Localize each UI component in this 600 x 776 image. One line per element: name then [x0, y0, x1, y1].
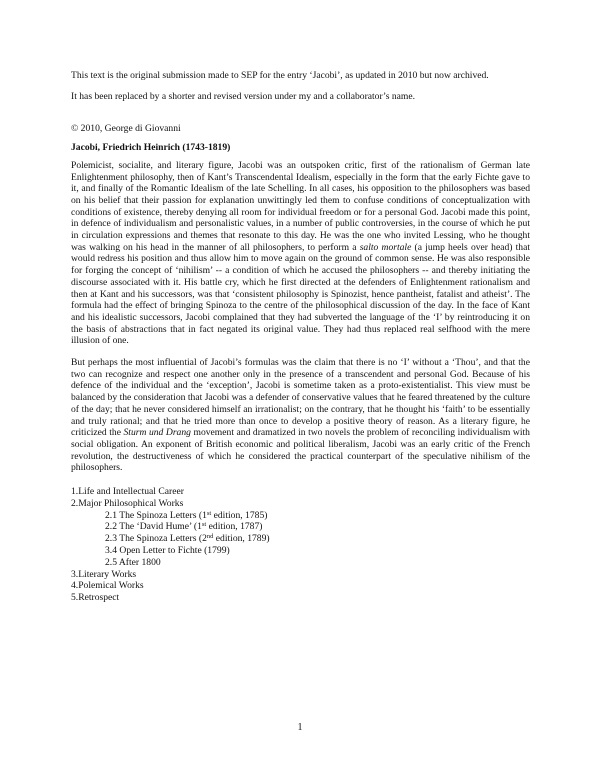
- toc-subitem: [71, 521, 530, 533]
- toc-subitem-text: 2.2 The ‘David Hume’ (1: [105, 521, 202, 533]
- page-number: 1: [297, 722, 303, 733]
- toc-item: 1.Life and Intellectual Career: [71, 486, 184, 498]
- archive-note: This text is the original submission made to SEP for the entry ‘Jacobi’, as updated in 2010 but now archived.: [71, 70, 489, 81]
- toc-subitem-text: 2.1 The Spinoza Letters (1: [105, 509, 207, 521]
- entry-heading: Jacobi, Friedrich Heinrich (1743-1819): [71, 142, 231, 154]
- para1-italic-term: salto mortale: [359, 241, 412, 253]
- document-body: [71, 70, 530, 604]
- table-of-contents: [71, 486, 530, 604]
- para2-text-a: But perhaps the most influential of Jacobi’s formulas was the claim that there is no ‘I’ without a ‘Thou’, and that the two can recognize and respect one another only in the presence of a transcendent and personal God. Because of his defence of the individual and the ‘exception’, Jacobi is sometime taken as a proto-existentialist. This view must be balanced by the consideration that Jacobi was a defender of conservative values that he feared threatened by the culture of the day; that he never considered himself an irrationalist; on the contrary, that he thought his ‘faith’ to be essentially and truly rational; and that he tried more than once to develop a positive theory of reason. As a literary figure, he criticized the: [71, 357, 530, 439]
- para2-italic-term: Sturm und Drang: [123, 427, 191, 439]
- ordinal-superscript: st: [206, 509, 212, 517]
- toc-item: 5.Retrospect: [71, 592, 120, 604]
- toc-subitem: [71, 533, 530, 545]
- replacement-note: It has been replaced by a shorter and revised version under my and a collaborator’s name.: [71, 90, 416, 102]
- para2-text-b: movement and dramatized in two novels the problem of reconciling individualism with social obligation. An exponent of British economic and political liberalism, Jacobi was an early critic of the French revolution, the destructiveness of which he considered the practical counterpart of the speculative nihilism of the philosophers.: [71, 427, 530, 474]
- para1-text-b: (a jump heels over head) that would redress his position and thus allow him to move again on the ground of common sense. He was also responsible for forging the concept of ‘nihilism’ -- a condition of which he accused the philosophers -- and thereby initiating the discourse associated with it. His battle cry, which he first directed at the defenders of Enlightenment rationalism and then at Kant and his successors, was that ‘consistent philosophy is Spinozist, hence pantheist, fatalist and atheist’. The formula had the effect of bringing Spinoza to the centre of the philosophical discussion of the day. In the face of Kant and his idealistic successors, Jacobi complained that they had subverted the language of the ‘I’ by reintroducing it on the basis of abstractions that in fact negated its original value. They had thus replaced real selfhood with the mere illusion of one.: [71, 241, 531, 347]
- toc-item: 2.Major Philosophical Works: [71, 497, 184, 509]
- ordinal-superscript: nd: [206, 533, 214, 541]
- toc-subitem: 3.4 Open Letter to Fichte (1799): [105, 545, 230, 557]
- copyright-line: © 2010, George di Giovanni: [71, 123, 181, 135]
- toc-subitem: [71, 510, 530, 522]
- toc-subitem-text: 2.3 The Spinoza Letters (2: [105, 533, 207, 545]
- toc-subitem: 2.5 After 1800: [105, 556, 161, 568]
- toc-subitem-text: edition, 1787): [206, 521, 263, 533]
- toc-item: 4.Polemical Works: [71, 580, 144, 592]
- toc-subitem-text: edition, 1789): [213, 533, 270, 545]
- toc-item: 3.Literary Works: [71, 568, 137, 580]
- toc-subitem-text: edition, 1785): [211, 509, 268, 521]
- para1-text-a: Polemicist, socialite, and literary figure, Jacobi was an outspoken critic, first of the rationalism of German late Enlightenment philosophy, then of Kant’s Transcendental Idealism, especially in the form that the early Fichte gave to it, and finally of the Romantic Idealism of the late Schelling. In all cases, his opposition to the philosophers was based on his belief that their passion for explanation unwittingly led them to confuse conditions of conceptualization with conditions of existence, thereby denying all room for individual freedom or for a personal God. Jacobi made this point, in defence of individualism and personalistic values, in a number of public controversies, in the course of which he put in circulation expressions and themes that resonate to this day. He was the one who invited Lessing, who he thought was walking on his head in the manner of all philosophers, to perform a: [71, 159, 530, 253]
- intro-paragraph-1: [71, 160, 530, 347]
- intro-paragraph-2: [71, 357, 530, 474]
- ordinal-superscript: st: [201, 521, 207, 529]
